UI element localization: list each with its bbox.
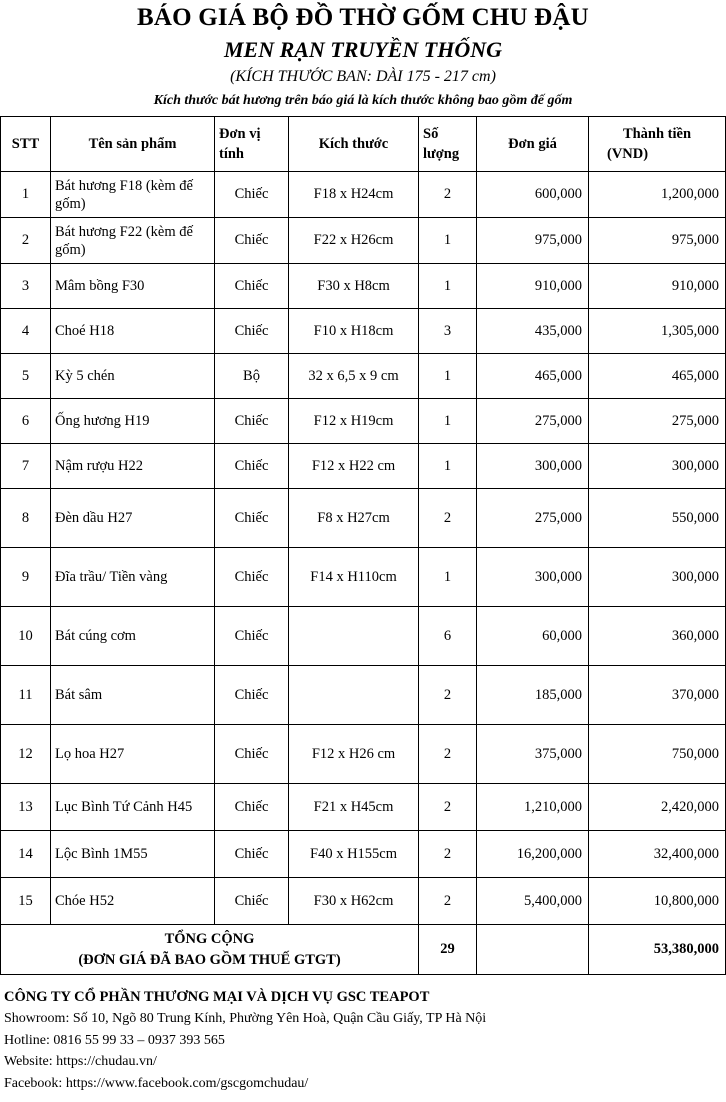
row-quantity: 2	[419, 489, 477, 548]
showroom-address: Showroom: Số 10, Ngõ 80 Trung Kính, Phường Yên Hoà, Quận Cầu Giấy, TP Hà Nội	[4, 1011, 487, 1026]
row-total: 32,400,000	[589, 831, 726, 878]
row-size: 32 x 6,5 x 9 cm	[289, 354, 419, 399]
row-product-name: Đèn dầu H27	[51, 489, 215, 548]
row-unit-price: 5,400,000	[477, 878, 589, 925]
row-product-name: Bát sâm	[51, 666, 215, 725]
row-size: F18 x H24cm	[289, 172, 419, 218]
header-stt: STT	[1, 117, 51, 172]
row-stt: 15	[1, 878, 51, 925]
table-size-note: (KÍCH THƯỚC BAN: DÀI 175 - 217 cm)	[230, 68, 496, 85]
row-unit: Chiếc	[215, 309, 289, 354]
row-unit: Chiếc	[215, 831, 289, 878]
row-quantity: 6	[419, 607, 477, 666]
row-stt: 13	[1, 784, 51, 831]
row-total: 275,000	[589, 399, 726, 444]
row-unit-price: 275,000	[477, 489, 589, 548]
table-row	[1, 264, 726, 309]
row-stt: 5	[1, 354, 51, 399]
row-product-name: Kỳ 5 chén	[51, 354, 215, 399]
row-stt: 11	[1, 666, 51, 725]
total-row	[1, 925, 726, 975]
row-unit: Bộ	[215, 354, 289, 399]
table-body	[1, 172, 726, 925]
row-total: 2,420,000	[589, 784, 726, 831]
table-row	[1, 218, 726, 264]
row-product-name: Choé H18	[51, 309, 215, 354]
row-total: 975,000	[589, 218, 726, 264]
table-row	[1, 309, 726, 354]
row-unit-price: 275,000	[477, 399, 589, 444]
incense-size-note: Kích thước bát hương trên báo giá là kích thước không bao gồm đế gốm	[153, 93, 573, 108]
row-size: F14 x H110cm	[289, 548, 419, 607]
row-unit-price: 16,200,000	[477, 831, 589, 878]
row-quantity: 1	[419, 444, 477, 489]
price-quote-table	[0, 116, 726, 975]
header-unit-price: Đơn giá	[477, 117, 589, 172]
row-total: 360,000	[589, 607, 726, 666]
row-unit: Chiếc	[215, 878, 289, 925]
header-size: Kích thước	[289, 117, 419, 172]
row-total: 1,200,000	[589, 172, 726, 218]
row-total: 910,000	[589, 264, 726, 309]
row-quantity: 1	[419, 264, 477, 309]
row-total: 10,800,000	[589, 878, 726, 925]
table-row	[1, 878, 726, 925]
page-title: BÁO GIÁ BỘ ĐỒ THỜ GỐM CHU ĐẬU	[137, 4, 589, 31]
row-unit-price: 465,000	[477, 354, 589, 399]
row-unit: Chiếc	[215, 784, 289, 831]
row-unit: Chiếc	[215, 264, 289, 309]
row-unit-price: 910,000	[477, 264, 589, 309]
row-unit-price: 1,210,000	[477, 784, 589, 831]
header-quantity: Số lượng	[419, 117, 477, 172]
row-quantity: 1	[419, 399, 477, 444]
row-product-name: Chóe H52	[51, 878, 215, 925]
row-quantity: 2	[419, 878, 477, 925]
row-total: 300,000	[589, 548, 726, 607]
row-quantity: 2	[419, 172, 477, 218]
row-unit-price: 60,000	[477, 607, 589, 666]
row-unit: Chiếc	[215, 607, 289, 666]
table-row	[1, 399, 726, 444]
row-size: F21 x H45cm	[289, 784, 419, 831]
row-unit-price: 300,000	[477, 548, 589, 607]
row-size: F8 x H27cm	[289, 489, 419, 548]
row-unit: Chiếc	[215, 399, 289, 444]
row-stt: 3	[1, 264, 51, 309]
row-quantity: 1	[419, 218, 477, 264]
row-quantity: 3	[419, 309, 477, 354]
row-stt: 4	[1, 309, 51, 354]
row-unit-price: 375,000	[477, 725, 589, 784]
total-label: TỔNG CỘNG (ĐƠN GIÁ ĐÃ BAO GỒM THUẾ GTGT)	[1, 925, 419, 975]
row-product-name: Mâm bồng F30	[51, 264, 215, 309]
table-row	[1, 548, 726, 607]
row-total: 300,000	[589, 444, 726, 489]
table-row	[1, 831, 726, 878]
row-product-name: Lọ hoa H27	[51, 725, 215, 784]
row-stt: 12	[1, 725, 51, 784]
row-total: 370,000	[589, 666, 726, 725]
total-amount: 53,380,000	[589, 925, 726, 975]
row-size: F12 x H19cm	[289, 399, 419, 444]
row-quantity: 2	[419, 725, 477, 784]
header-unit: Đơn vị tính	[215, 117, 289, 172]
row-quantity: 2	[419, 784, 477, 831]
hotline: Hotline: 0816 55 99 33 – 0937 393 565	[4, 1032, 225, 1048]
row-unit-price: 435,000	[477, 309, 589, 354]
row-size	[289, 666, 419, 725]
row-stt: 9	[1, 548, 51, 607]
page-subtitle: MEN RẠN TRUYỀN THỐNG	[223, 37, 503, 62]
row-total: 1,305,000	[589, 309, 726, 354]
row-unit-price: 975,000	[477, 218, 589, 264]
row-unit: Chiếc	[215, 218, 289, 264]
row-product-name: Bát hương F22 (kèm đế gốm)	[51, 218, 215, 264]
header-product-name: Tên sản phẩm	[51, 117, 215, 172]
row-product-name: Nậm rượu H22	[51, 444, 215, 489]
table-row	[1, 172, 726, 218]
row-unit: Chiếc	[215, 725, 289, 784]
row-stt: 7	[1, 444, 51, 489]
row-total: 465,000	[589, 354, 726, 399]
row-stt: 10	[1, 607, 51, 666]
row-product-name: Lục Bình Tứ Cảnh H45	[51, 784, 215, 831]
row-unit: Chiếc	[215, 489, 289, 548]
total-quantity: 29	[419, 925, 477, 975]
row-unit-price: 600,000	[477, 172, 589, 218]
website: Website: https://chudau.vn/	[4, 1054, 157, 1069]
table-row	[1, 607, 726, 666]
table-row	[1, 666, 726, 725]
row-size: F40 x H155cm	[289, 831, 419, 878]
row-stt: 2	[1, 218, 51, 264]
row-product-name: Đĩa trầu/ Tiền vàng	[51, 548, 215, 607]
total-empty-cell	[477, 925, 589, 975]
row-product-name: Bát cúng cơm	[51, 607, 215, 666]
row-size: F12 x H22 cm	[289, 444, 419, 489]
row-quantity: 1	[419, 548, 477, 607]
row-size: F30 x H8cm	[289, 264, 419, 309]
company-footer	[4, 986, 722, 1094]
table-row	[1, 784, 726, 831]
header-total: Thành tiền (VND)	[589, 117, 726, 172]
row-stt: 8	[1, 489, 51, 548]
document-header	[0, 0, 726, 116]
row-quantity: 1	[419, 354, 477, 399]
row-size: F12 x H26 cm	[289, 725, 419, 784]
table-row	[1, 354, 726, 399]
row-size: F30 x H62cm	[289, 878, 419, 925]
row-size	[289, 607, 419, 666]
row-total: 550,000	[589, 489, 726, 548]
table-row	[1, 489, 726, 548]
table-row	[1, 444, 726, 489]
row-unit: Chiếc	[215, 172, 289, 218]
row-stt: 14	[1, 831, 51, 878]
row-total: 750,000	[589, 725, 726, 784]
row-unit: Chiếc	[215, 666, 289, 725]
row-stt: 6	[1, 399, 51, 444]
row-product-name: Bát hương F18 (kèm đế gốm)	[51, 172, 215, 218]
row-product-name: Ống hương H19	[51, 399, 215, 444]
table-row	[1, 725, 726, 784]
row-unit: Chiếc	[215, 548, 289, 607]
row-unit-price: 300,000	[477, 444, 589, 489]
row-quantity: 2	[419, 666, 477, 725]
row-product-name: Lộc Bình 1M55	[51, 831, 215, 878]
row-unit: Chiếc	[215, 444, 289, 489]
row-stt: 1	[1, 172, 51, 218]
table-header-row	[1, 117, 726, 172]
row-quantity: 2	[419, 831, 477, 878]
row-size: F10 x H18cm	[289, 309, 419, 354]
row-unit-price: 185,000	[477, 666, 589, 725]
facebook: Facebook: https://www.facebook.com/gscgomchudau/	[4, 1075, 309, 1091]
row-size: F22 x H26cm	[289, 218, 419, 264]
company-name: CÔNG TY CỔ PHẦN THƯƠNG MẠI VÀ DỊCH VỤ GSC TEAPOT	[4, 989, 430, 1005]
